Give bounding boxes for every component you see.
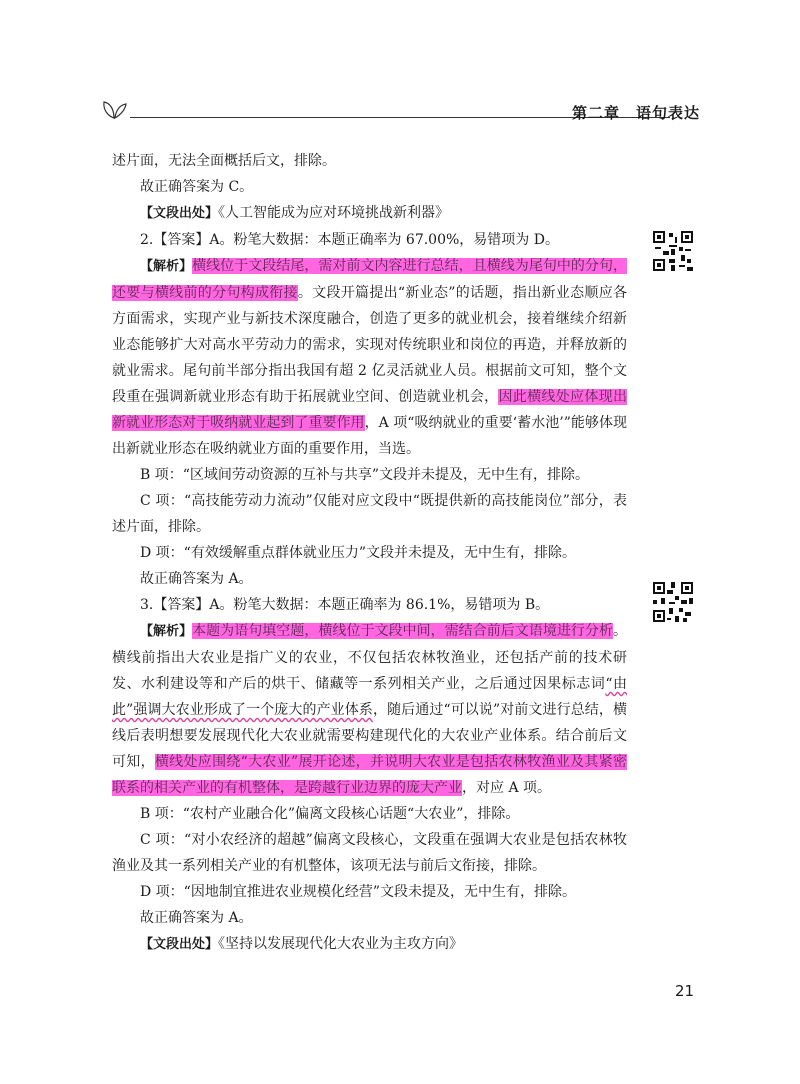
analysis-tag: 【解析】 (140, 259, 193, 274)
paragraph-text: 。横线前指出大农业是指广义的农业，不仅包括农林牧渔业，还包括产前的技术研发、水利建设等和产后的烘干、储藏等一系列相关产业，之后通过因果标志词 (112, 623, 627, 692)
source-title: 《坚持以发展现代化大农业为主攻方向》 (218, 936, 464, 952)
option-c: C 项：“对小农经济的超越”偏离文段核心，文段重在强调大农业是包括农林牧渔业及其一系列相关产业的有机整体，该项无法与前后文衔接，排除。 (112, 832, 627, 874)
answer-line: 2.【答案】A。粉笔大数据：本题正确率为 67.00%，易错项为 D。 (140, 232, 559, 248)
paragraph-text: 。文段开篇提出“新业态”的话题，指出新业态顺应各方面需求，实现产业与新技术深度融合，创造了更多的就业机会，接着继续介绍新业态能够扩大对高水平劳动力的需求，实现对传统职业和岗位的再造，并释放新的就业需求。尾句前半部分指出我国有超 2 亿灵活就业人员。根据前文可知，整个文段重在强调新就业形态有助于拓展就业空间、创造就业机会， (112, 285, 627, 405)
highlighted-text: 横线处应围绕“大农业”展开论述，并说明大农业是包括农林牧渔业及其紧密联系的相关产业的有机整体，是跨越行业边界的庞大产业 (112, 754, 627, 796)
source-tag: 【文段出处】 (140, 206, 219, 221)
answer-line: 3.【答案】A。粉笔大数据：本题正确率为 86.1%，易错项为 B。 (140, 597, 550, 613)
chapter-title: 第二章 语句表达 (571, 104, 700, 122)
option-c: C 项：“高技能劳动力流动”仅能对应文段中“既提供新的高技能岗位”部分，表述片面，排除。 (112, 493, 627, 535)
underlined-text: “由此”强调大农业形成了一个庞大的产业体系 (112, 676, 627, 718)
source-title: 《人工智能成为应对环境挑战新利器》 (218, 205, 450, 221)
highlighted-text: 本题为语句填空题，横线位于文段中间，需结合前后文语境进行分析 (192, 623, 613, 639)
option-b: B 项：“农村产业融合化”偏离文段核心话题“大农业”，排除。 (140, 806, 520, 822)
option-b: B 项：“区域间劳动资源的互补与共享”文段并未提及，无中生有，排除。 (140, 467, 590, 483)
final-answer: 故正确答案为 A。 (140, 910, 253, 926)
source-tag: 【文段出处】 (140, 937, 219, 952)
paragraph-text: ，对应 A 项。 (462, 780, 552, 796)
paragraph: 述片面，无法全面概括后文，排除。 (112, 153, 336, 169)
page-number: 21 (675, 982, 695, 1000)
paragraph-text: ，随后通过“可以说”对前文进行总结，横线后表明想要发展现代化大农业就需要构建现代化的大农业产业体系。结合前后文可知， (112, 702, 627, 770)
analysis-paragraph (112, 253, 627, 462)
leaf-icon (100, 96, 130, 120)
qr-code-icon (651, 580, 695, 624)
option-d: D 项：“有效缓解重点群体就业压力”文段并未提及，无中生有，排除。 (140, 545, 576, 561)
qr-code-icon (651, 229, 695, 273)
highlighted-text: 因此横线处应体现出新就业形态对于吸纳就业起到了重要作用 (112, 389, 627, 431)
page-header (100, 96, 700, 136)
option-d: D 项：“因地制宜推进农业规模化经营”文段未提及，无中生有，排除。 (140, 884, 576, 900)
analysis-tag: 【解析】 (140, 624, 193, 639)
source-line (112, 931, 627, 958)
analysis-paragraph (112, 618, 627, 801)
paragraph: 故正确答案为 C。 (140, 179, 254, 195)
answer-explanations (112, 148, 627, 958)
highlighted-text: 横线位于文段结尾，需对前文内容进行总结，且横线为尾句中的分句，还要与横线前的分句构成衔接 (112, 258, 627, 301)
final-answer: 故正确答案为 A。 (140, 571, 253, 587)
source-line (112, 200, 627, 227)
paragraph-text: ，A 项“吸纳就业的重要‘蓄水池’”能够体现出新就业形态在吸纳就业方面的重要作用，当选。 (112, 415, 627, 457)
